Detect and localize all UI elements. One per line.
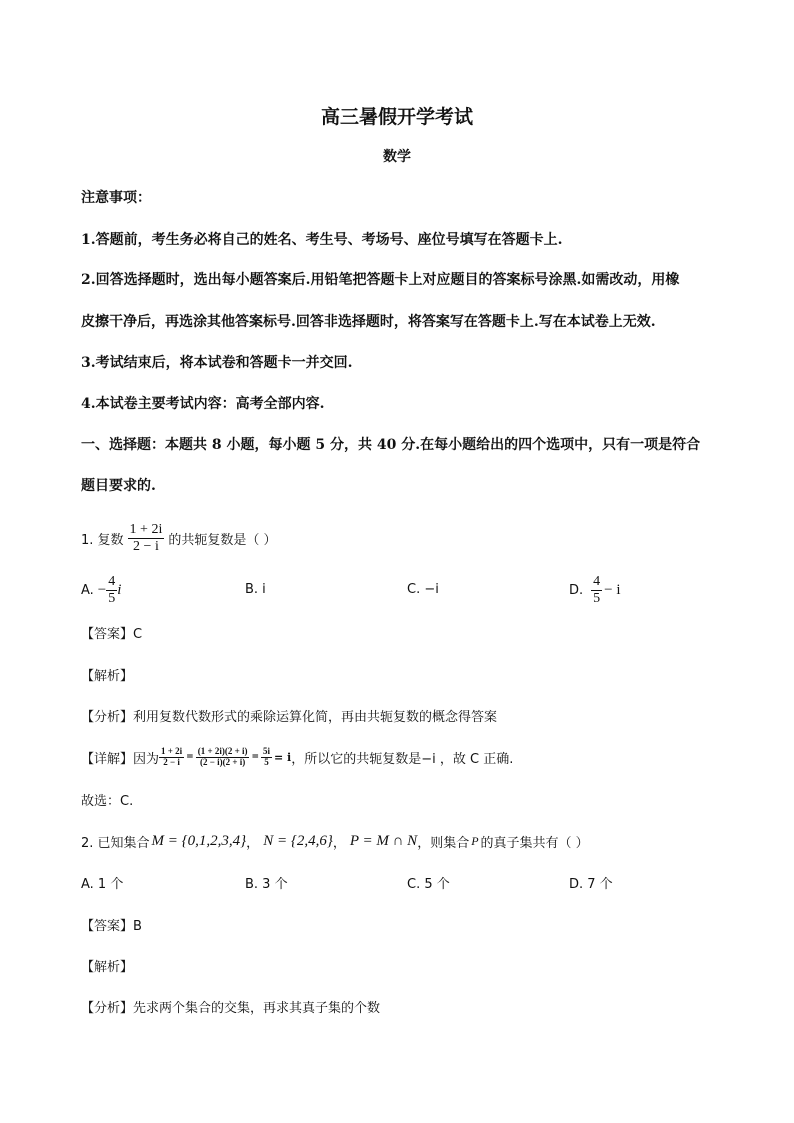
fraction-numerator: 4 [108, 574, 116, 590]
question-2-suffix: ，则集合 [417, 835, 470, 851]
subject-heading: 数学 [383, 149, 411, 165]
fraction-numerator: 4 [593, 574, 601, 590]
question-2-analysis-label: 【解析】 [81, 960, 134, 975]
fraction-numerator: 1 + 2i [129, 522, 163, 538]
equals-sign: = [186, 752, 194, 762]
question-1-fraction [128, 522, 165, 554]
fraction-denominator: 5 [593, 590, 601, 606]
question-2 [81, 827, 589, 855]
question-1-answer: 【答案】C [81, 627, 143, 642]
section-1-intro-line-1: 一、选择题：本题共 8 小题，每小题 5 分，共 40 分.在每小题给出的四个选项中，只有一项是符合 [81, 437, 701, 453]
option-d-fraction [591, 574, 602, 606]
question-2-prefix: 2. 已知集合 [81, 835, 150, 851]
question-2-fenxi: 【分析】先求两个集合的交集，再求其真子集的个数 [81, 1001, 381, 1016]
question-1-fenxi: 【分析】利用复数代数形式的乘除运算化简，再由共轭复数的概念得答案 [81, 710, 498, 725]
option-a-label: A. [81, 582, 94, 598]
option-a [81, 570, 121, 610]
fraction-denominator: 5 [108, 590, 116, 606]
notice-item-3: 3.考试结束后，将本试卷和答题卡一并交回. [81, 355, 353, 371]
set-p-var: P [471, 833, 479, 848]
fraction-numerator: 5i [263, 745, 271, 756]
section-1-intro-line-2: 题目要求的. [81, 478, 156, 494]
fraction-denominator: 2 − i [163, 756, 180, 767]
fraction-denominator: (2 − i)(2 + i) [199, 756, 246, 767]
question-1-choose: 故选：C. [81, 794, 134, 809]
fraction-denominator: 5 [264, 756, 269, 767]
fraction-numerator: (1 + 2i)(2 + i) [197, 745, 248, 756]
q2-option-d: D. 7 个 [569, 877, 613, 892]
comma: ， [246, 835, 260, 851]
notice-item-4: 4.本试卷主要考试内容：高考全部内容. [81, 396, 325, 412]
comma: ， [332, 835, 346, 851]
q2-option-a: A. 1 个 [81, 877, 124, 892]
set-p: P = M ∩ N [349, 832, 418, 849]
question-2-answer: 【答案】B [81, 919, 142, 934]
detail-fraction-1 [159, 747, 184, 768]
option-a-sign: − [97, 581, 107, 598]
detail-prefix: 【详解】因为 [81, 751, 160, 767]
set-n: N = {2,4,6} [263, 832, 333, 849]
option-c: C. −i [407, 582, 439, 597]
question-1-suffix: 的共轭复数是（ ） [168, 532, 277, 548]
question-1-analysis-label: 【解析】 [81, 669, 134, 684]
notice-heading: 注意事项： [81, 190, 151, 206]
option-b: B. i [245, 582, 266, 597]
question-1-prefix: 1. 复数 [81, 532, 124, 548]
detail-suffix: ，所以它的共轭复数是−i ，故 C 正确. [291, 751, 514, 767]
question-1 [81, 516, 276, 560]
fraction-numerator: 1 + 2i [161, 745, 183, 756]
notice-item-2-line-1: 2.回答选择题时，选出每小题答案后.用铅笔把答题卡上对应题目的答案标号涂黑.如需改动，用橡 [81, 272, 680, 288]
notice-item-1: 1.答题前，考生务必将自己的姓名、考生号、考场号、座位号填写在答题卡上. [81, 232, 563, 248]
notice-item-2-line-2: 皮擦干净后，再选涂其他答案标号.回答非选择题时，将答案写在答题卡上.写在本试卷上无效. [81, 314, 656, 330]
option-d-label: D. [569, 582, 584, 598]
option-a-fraction [106, 574, 117, 606]
page-title: 高三暑假开学考试 [320, 106, 473, 128]
option-d [569, 570, 621, 610]
option-d-tail: − i [604, 581, 621, 598]
q2-option-c: C. 5 个 [407, 877, 450, 892]
detail-fraction-2 [196, 747, 250, 768]
equals-sign: = [251, 752, 259, 762]
set-m: M = {0,1,2,3,4} [151, 832, 247, 849]
detail-result: = i [274, 750, 292, 764]
question-1-detail [81, 740, 513, 774]
fraction-denominator: 2 − i [133, 538, 159, 554]
detail-fraction-3 [261, 747, 272, 768]
q2-option-b: B. 3 个 [245, 877, 288, 892]
option-a-var: i [117, 581, 122, 598]
question-2-suffix-2: 的真子集共有（ ） [480, 835, 589, 851]
